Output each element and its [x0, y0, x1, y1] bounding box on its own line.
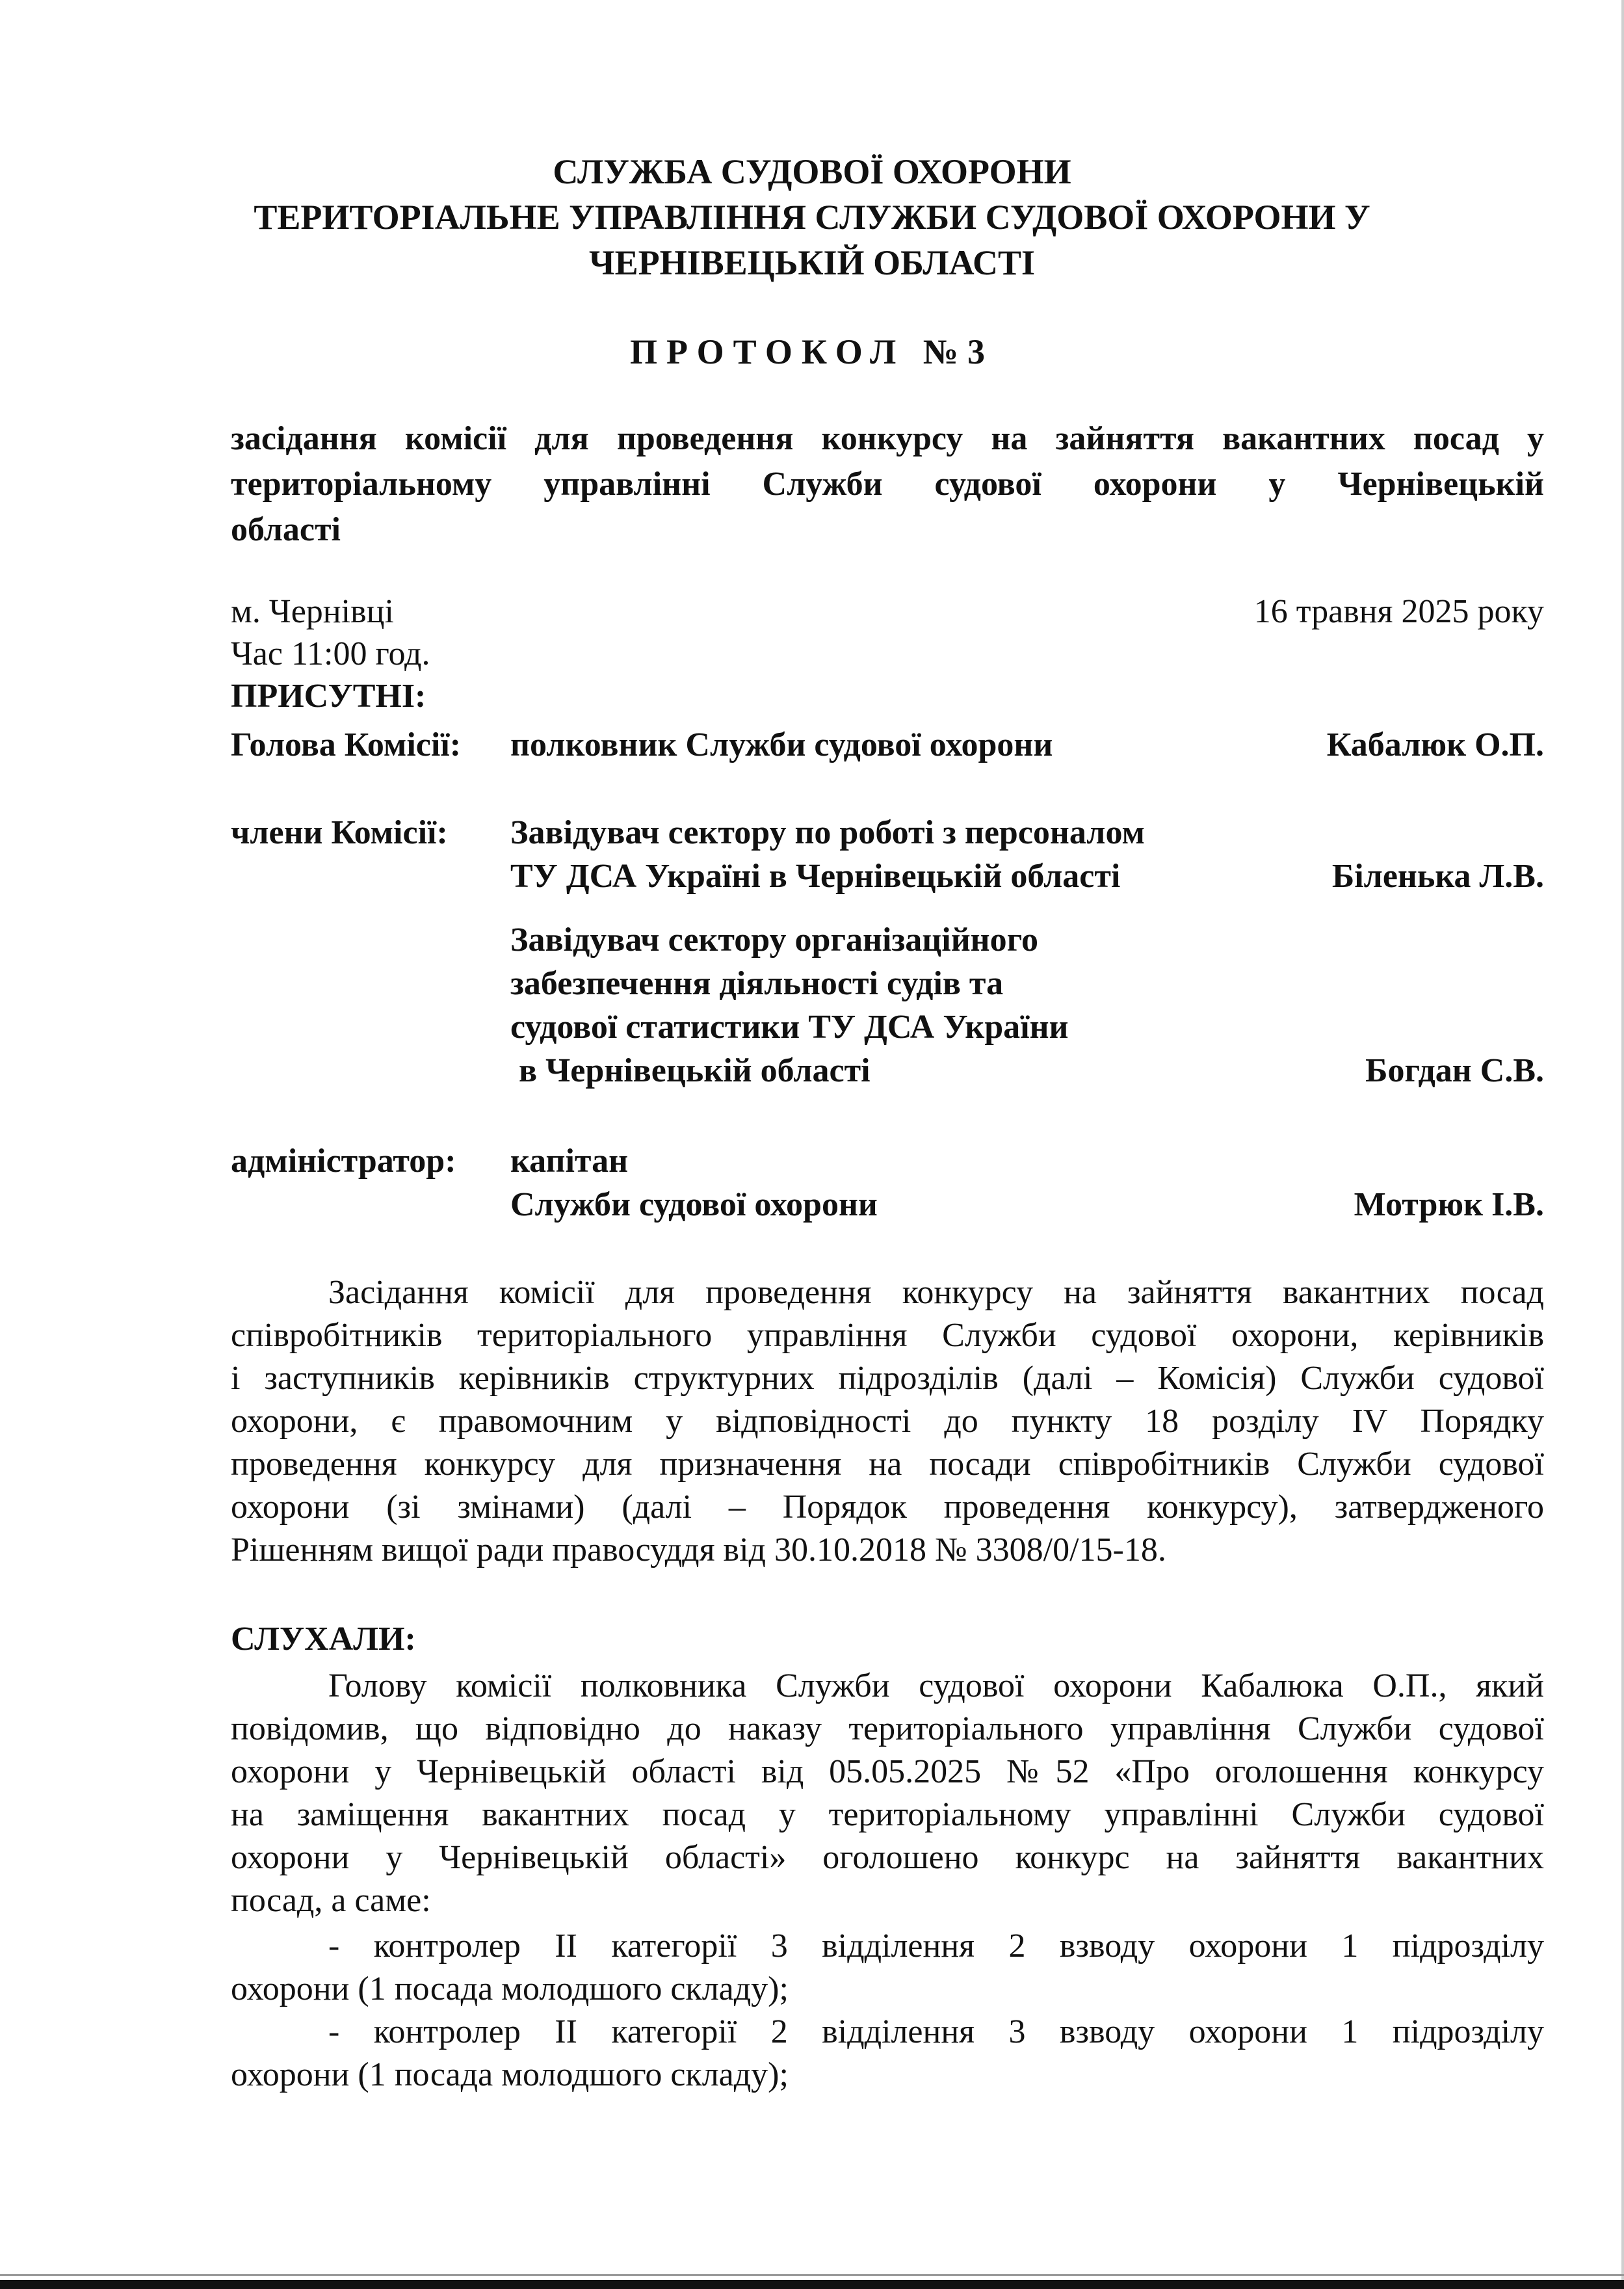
heard-paragraph	[231, 1665, 1544, 1922]
subject-line: територіальному управлінні Служби судової охорони у Чернівецькій	[231, 466, 1544, 503]
member2-position-line: в Чернівецькій області	[510, 1052, 871, 1089]
position-item	[231, 2011, 1544, 2097]
heard-line: повідомив, що відповідно до наказу територіального управління Служби судової	[231, 1710, 1544, 1747]
chair-position: полковник Служби судової охорони	[510, 726, 1053, 763]
meeting-date: 16 травня 2025 року	[1253, 593, 1544, 630]
heard-line: Голову комісії полковника Служби судової охорони Кабалюка О.П., який	[328, 1667, 1544, 1704]
admin-position-line: капітан	[510, 1143, 629, 1180]
intro-line: Засідання комісії для проведення конкурсу на зайняття вакантних посад	[328, 1274, 1544, 1311]
chair-label: Голова Комісії:	[231, 726, 462, 763]
meeting-city: м. Чернівці	[231, 593, 394, 630]
intro-line: і заступників керівників структурних підрозділів (далі – Комісія) Служби судової	[231, 1360, 1544, 1397]
member1-position-line: ТУ ДСА Україні в Чернівецькій області	[510, 858, 1121, 895]
intro-line: співробітників територіального управління Служби судової охорони, керівників	[231, 1317, 1544, 1354]
position-line: охорони (1 посада молодшого складу);	[231, 2056, 789, 2093]
heard-line: посад, а саме:	[231, 1882, 431, 1919]
heard-line: охорони у Чернівецькій області» оголошено конкурс на зайняття вакантних	[231, 1839, 1544, 1876]
heard-line: на заміщення вакантних посад у територіальному управлінні Служби судової	[231, 1796, 1544, 1833]
members-label: члени Комісії:	[231, 814, 448, 851]
position-line: охорони (1 посада молодшого складу);	[231, 1970, 789, 2007]
position-line: - контролер ІІ категорії 2 відділення 3 взводу охорони 1 підрозділу	[328, 2013, 1544, 2050]
intro-line: охорони, є правомочним у відповідності до пункту 18 розділу IV Порядку	[231, 1403, 1544, 1440]
member2-name: Богдан С.В.	[1365, 1052, 1544, 1089]
header-department-name: ТЕРИТОРІАЛЬНЕ УПРАВЛІННЯ СЛУЖБИ СУДОВОЇ ОХОРОНИ У	[254, 198, 1370, 237]
subject-line: області	[231, 511, 341, 548]
heard-heading: СЛУХАЛИ:	[231, 1621, 416, 1658]
member2-position-line: забезпечення діяльності судів та	[510, 965, 1004, 1002]
member2-position-line: Завідувач сектору організаційного	[510, 921, 1038, 959]
subject-line: засідання комісії для проведення конкурсу на зайняття вакантних посад у	[231, 420, 1544, 457]
header-service-name: СЛУЖБА СУДОВОЇ ОХОРОНИ	[553, 152, 1071, 191]
header-region-name: ЧЕРНІВЕЦЬКІЙ ОБЛАСТІ	[589, 243, 1035, 282]
chair-name: Кабалюк О.П.	[1326, 726, 1544, 763]
protocol-title: ПРОТОКОЛ №3	[629, 332, 995, 371]
scan-edge	[0, 2280, 1624, 2289]
heard-line: охорони у Чернівецькій області від 05.05.2025 №52 «Про оголошення конкурсу	[231, 1753, 1544, 1790]
position-line: - контролер ІІ категорії 3 відділення 2 взводу охорони 1 підрозділу	[328, 1927, 1544, 1965]
attendees-heading: ПРИСУТНІ:	[231, 678, 426, 715]
position-item	[231, 1925, 1544, 2011]
protocol-subject	[231, 416, 1544, 553]
scan-edge	[1621, 0, 1624, 2289]
scan-edge	[0, 2274, 1624, 2276]
admin-label: адміністратор:	[231, 1143, 456, 1180]
admin-position-line: Служби судової охорони	[510, 1186, 878, 1223]
meeting-time: Час 11:00 год.	[231, 635, 430, 672]
member1-position-line: Завідувач сектору по роботі з персоналом	[510, 814, 1145, 851]
intro-line: Рішенням вищої ради правосуддя від 30.10.2018 № 3308/0/15-18.	[231, 1531, 1166, 1568]
member1-name: Біленька Л.В.	[1331, 858, 1544, 895]
intro-line: охорони (зі змінами) (далі – Порядок проведення конкурсу), затвердженого	[231, 1489, 1544, 1526]
intro-line: проведення конкурсу для призначення на посади співробітників Служби судової	[231, 1446, 1544, 1483]
intro-paragraph	[231, 1271, 1544, 1572]
admin-name: Мотрюк І.В.	[1354, 1186, 1544, 1223]
member2-position-line: судової статистики ТУ ДСА України	[510, 1009, 1069, 1046]
